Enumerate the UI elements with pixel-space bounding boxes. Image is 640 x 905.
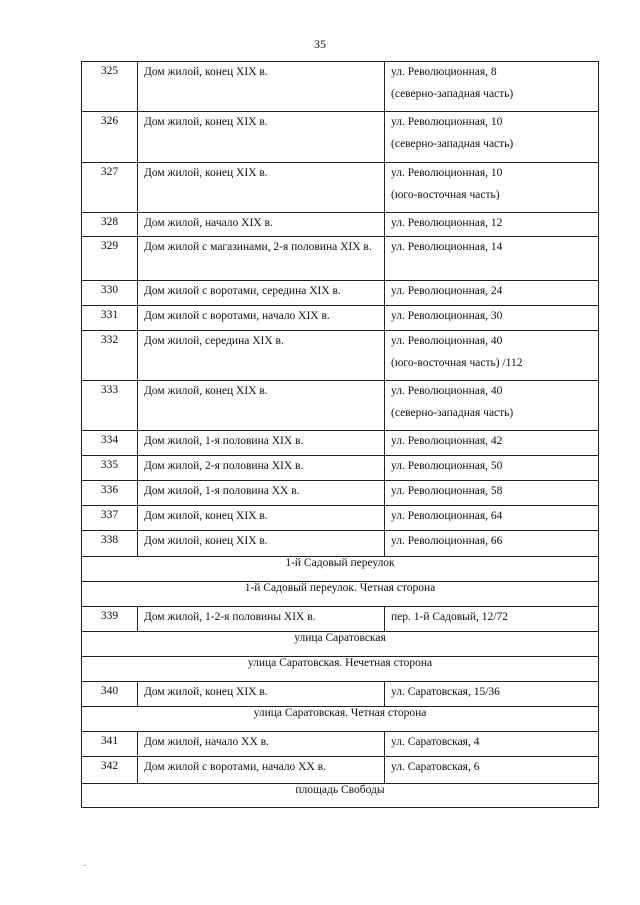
address-line: ул. Революционная, 12: [391, 217, 503, 229]
object-name-cell: [138, 112, 385, 163]
object-name-cell: [138, 732, 385, 757]
address-line: ул. Революционная, 66: [391, 535, 503, 547]
address-cell: [385, 381, 599, 431]
row-number: 338: [100, 534, 119, 546]
object-name-cell: [138, 757, 385, 784]
row-number: 336: [100, 484, 119, 496]
section-heading-text: улица Саратовская. Четная сторона: [253, 707, 427, 719]
page-number: 35: [314, 37, 326, 51]
address-line: ул. Революционная, 14: [391, 241, 503, 253]
section-heading-row: [82, 784, 599, 808]
section-heading: [82, 784, 599, 808]
row-number: 341: [100, 735, 119, 747]
section-heading-text: 1-й Садовый переулок: [285, 557, 395, 569]
object-name-cell: [138, 213, 385, 237]
section-heading-text: улица Саратовская. Нечетная сторона: [247, 657, 433, 669]
row-number-cell: [82, 306, 138, 331]
table-row: [82, 237, 599, 281]
address-line: ул. Саратовская, 6: [391, 761, 480, 773]
object-name: Дом жилой, начало XIX в.: [144, 217, 273, 229]
object-name: Дом жилой, 1-2-я половины XIX в.: [144, 611, 316, 623]
scan-speck: [84, 865, 86, 866]
section-heading-row: [82, 657, 599, 682]
row-number-cell: [82, 281, 138, 306]
object-name: Дом жилой, середина XIX в.: [144, 335, 284, 347]
address-cell: [385, 237, 599, 281]
row-number: 342: [100, 760, 119, 772]
row-number-cell: [82, 531, 138, 557]
object-name: Дом жилой с воротами, начало XIX в.: [144, 310, 330, 322]
address-line: ул. Революционная, 24: [391, 285, 503, 297]
row-number-cell: [82, 237, 138, 281]
table-row: [82, 431, 599, 456]
row-number: 329: [100, 240, 119, 252]
address-line: ул. Революционная, 64: [391, 510, 503, 522]
row-number-cell: [82, 62, 138, 112]
table-row: [82, 456, 599, 481]
table-row: [82, 306, 599, 331]
table-row: [82, 331, 599, 381]
table-row: [82, 112, 599, 163]
object-name: Дом жилой, 2-я половина XIX в.: [144, 460, 304, 472]
object-name: Дом жилой с воротами, начало XX в.: [144, 761, 326, 773]
row-number-cell: [82, 331, 138, 381]
object-name: Дом жилой, 1-я половина XIX в.: [144, 435, 304, 447]
address-line: ул. Революционная, 50: [391, 460, 503, 472]
registry-body: [82, 62, 599, 808]
table-row: [82, 757, 599, 784]
object-name: Дом жилой, начало XX в.: [144, 736, 269, 748]
table-row: [82, 682, 599, 707]
object-name: Дом жилой, конец XIX в.: [144, 116, 268, 128]
address-line: ул. Революционная, 30: [391, 310, 503, 322]
address-cell: [385, 531, 599, 557]
row-number-cell: [82, 381, 138, 431]
row-number-cell: [82, 431, 138, 456]
row-number-cell: [82, 481, 138, 506]
address-line: ул. Революционная, 40: [391, 335, 503, 347]
table-row: [82, 213, 599, 237]
row-number-cell: [82, 732, 138, 757]
address-cell: [385, 607, 599, 632]
table-row: [82, 381, 599, 431]
section-heading-text: площадь Свободы: [295, 784, 385, 796]
object-name-cell: [138, 607, 385, 632]
row-number: 335: [100, 459, 119, 471]
address-line: пер. 1-й Садовый, 12/72: [391, 611, 508, 623]
section-heading-row: [82, 582, 599, 607]
table-row: [82, 62, 599, 112]
address-cell: [385, 306, 599, 331]
address-cell: [385, 62, 599, 112]
object-name: Дом жилой, конец XIX в.: [144, 535, 268, 547]
object-name: Дом жилой, 1-я половина XX в.: [144, 485, 300, 497]
object-name-cell: [138, 237, 385, 281]
row-number: 333: [100, 384, 119, 396]
address-line: ул. Революционная, 10: [391, 167, 503, 179]
object-name: Дом жилой, конец XIX в.: [144, 686, 268, 698]
address-line: ул. Революционная, 10: [391, 116, 503, 128]
row-number-cell: [82, 213, 138, 237]
address-cell: [385, 757, 599, 784]
section-heading: [82, 657, 599, 682]
address-note: (северно-западная часть): [391, 138, 514, 150]
row-number: 334: [100, 434, 119, 446]
address-note: (северно-западная часть): [391, 407, 514, 419]
row-number: 326: [100, 115, 119, 127]
table-row: [82, 607, 599, 632]
object-name: Дом жилой с воротами, середина XIX в.: [144, 285, 341, 297]
row-number: 331: [100, 309, 119, 321]
row-number: 327: [100, 166, 119, 178]
address-line: ул. Саратовская, 15/36: [391, 686, 500, 698]
object-name-cell: [138, 306, 385, 331]
address-line: ул. Революционная, 8: [391, 66, 497, 78]
address-note: (юго-восточная часть): [391, 189, 500, 201]
object-name: Дом жилой, конец XIX в.: [144, 167, 268, 179]
address-cell: [385, 112, 599, 163]
address-cell: [385, 163, 599, 213]
row-number: 337: [100, 509, 119, 521]
section-heading-text: 1-й Садовый переулок. Четная сторона: [244, 582, 436, 594]
table-row: [82, 531, 599, 557]
row-number: 332: [100, 334, 119, 346]
row-number-cell: [82, 456, 138, 481]
table-row: [82, 163, 599, 213]
address-line: ул. Саратовская, 4: [391, 736, 480, 748]
address-note: (юго-восточная часть) /112: [391, 357, 523, 369]
address-line: ул. Революционная, 42: [391, 435, 503, 447]
address-cell: [385, 481, 599, 506]
address-cell: [385, 281, 599, 306]
object-name-cell: [138, 431, 385, 456]
heritage-registry-table: [81, 61, 599, 808]
object-name: Дом жилой, конец XIX в.: [144, 66, 268, 78]
address-cell: [385, 213, 599, 237]
row-number-cell: [82, 607, 138, 632]
address-cell: [385, 456, 599, 481]
object-name-cell: [138, 506, 385, 531]
row-number-cell: [82, 757, 138, 784]
object-name-cell: [138, 381, 385, 431]
section-heading: [82, 707, 599, 732]
row-number: 330: [100, 284, 119, 296]
object-name-cell: [138, 62, 385, 112]
row-number-cell: [82, 682, 138, 707]
object-name-cell: [138, 456, 385, 481]
row-number: 339: [100, 610, 119, 622]
table-row: [82, 481, 599, 506]
row-number-cell: [82, 506, 138, 531]
object-name-cell: [138, 682, 385, 707]
address-cell: [385, 682, 599, 707]
object-name: Дом жилой, конец XIX в.: [144, 510, 268, 522]
object-name-cell: [138, 531, 385, 557]
row-number-cell: [82, 163, 138, 213]
section-heading: [82, 632, 599, 657]
row-number: 340: [100, 685, 119, 697]
object-name-cell: [138, 281, 385, 306]
address-cell: [385, 431, 599, 456]
object-name: Дом жилой с магазинами, 2-я половина XIX в.: [144, 241, 372, 253]
section-heading: [82, 582, 599, 607]
object-name-cell: [138, 331, 385, 381]
table-row: [82, 732, 599, 757]
row-number-cell: [82, 112, 138, 163]
object-name-cell: [138, 163, 385, 213]
section-heading-row: [82, 632, 599, 657]
table-row: [82, 506, 599, 531]
object-name-cell: [138, 481, 385, 506]
section-heading-row: [82, 707, 599, 732]
address-line: ул. Революционная, 40: [391, 385, 503, 397]
section-heading-text: улица Саратовская: [294, 632, 386, 644]
section-heading-row: [82, 557, 599, 582]
address-cell: [385, 732, 599, 757]
row-number: 325: [100, 65, 119, 77]
table-row: [82, 281, 599, 306]
section-heading: [82, 557, 599, 582]
address-note: (северно-западная часть): [391, 88, 514, 100]
row-number: 328: [100, 216, 119, 228]
address-cell: [385, 331, 599, 381]
address-cell: [385, 506, 599, 531]
address-line: ул. Революционная, 58: [391, 485, 503, 497]
object-name: Дом жилой, конец XIX в.: [144, 385, 268, 397]
